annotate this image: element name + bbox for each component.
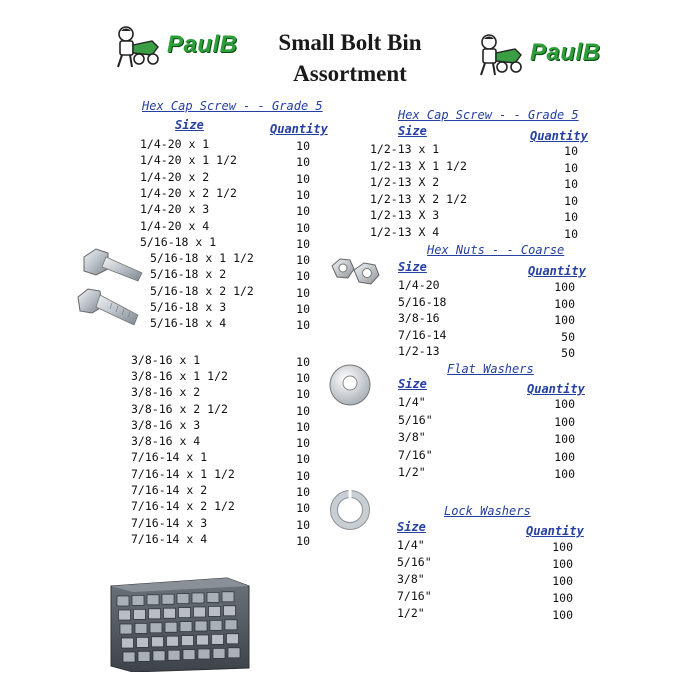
cabinet-drawer bbox=[227, 634, 239, 644]
quantity-cell: 10 bbox=[296, 285, 310, 300]
quantity-cell: 10 bbox=[564, 193, 578, 208]
cabinet-drawer bbox=[138, 651, 150, 661]
quantity-cell: 10 bbox=[296, 354, 310, 369]
section-title-hex-nuts: Hex Nuts - - Coarse bbox=[427, 243, 565, 257]
size-cell: 1/2-13 X 2 1/2 bbox=[370, 191, 467, 206]
section-title-lock-washers: Lock Washers bbox=[444, 504, 531, 518]
size-cell: 5/16-18 x 3 bbox=[150, 300, 227, 314]
quantity-cell: 100 bbox=[552, 608, 573, 622]
quantity-cell: 10 bbox=[296, 155, 310, 170]
size-cell: 1/4" bbox=[398, 395, 426, 409]
cabinet-drawer bbox=[228, 648, 240, 658]
cabinet-drawer bbox=[150, 623, 162, 633]
cabinet-drawer bbox=[152, 637, 164, 647]
hex-bolt-icon bbox=[72, 245, 152, 335]
cabinet-drawer bbox=[212, 634, 224, 644]
quantity-cell: 10 bbox=[564, 210, 578, 224]
quantity-cell: 50 bbox=[561, 329, 575, 344]
cabinet-drawer bbox=[167, 636, 179, 646]
quantity-cell: 10 bbox=[296, 204, 310, 219]
cabinet-drawer bbox=[120, 624, 132, 634]
mascot-logo-icon bbox=[112, 25, 164, 69]
quantity-cell: 10 bbox=[564, 226, 578, 241]
quantity-cell: 10 bbox=[296, 253, 310, 268]
cabinet-drawer bbox=[197, 635, 209, 645]
quantity-cell: 10 bbox=[296, 468, 310, 483]
size-column-header: Size bbox=[398, 377, 427, 391]
size-cell: 7/16-14 x 3 bbox=[131, 515, 208, 530]
quantity-cell: 100 bbox=[554, 414, 575, 429]
cabinet-drawer bbox=[153, 651, 165, 661]
size-cell: 3/8-16 bbox=[398, 311, 440, 325]
size-cell: 3/8-16 x 3 bbox=[131, 417, 201, 432]
cabinet-drawer bbox=[119, 610, 131, 620]
section-title-hex-cap-left: Hex Cap Screw - - Grade 5 bbox=[142, 99, 323, 113]
size-column-header: Size bbox=[397, 520, 426, 534]
cabinet-drawer bbox=[195, 621, 207, 631]
size-cell: 7/16-14 x 2 bbox=[131, 483, 208, 497]
quantity-cell: 100 bbox=[552, 574, 573, 588]
cabinet-drawer bbox=[168, 650, 180, 660]
size-cell: 1/4-20 x 1 bbox=[140, 137, 210, 151]
cabinet-drawer bbox=[180, 622, 192, 632]
cabinet-drawer bbox=[207, 592, 219, 602]
size-cell: 1/4-20 x 4 bbox=[140, 218, 210, 233]
size-cell: 5/16-18 x 1 1/2 bbox=[150, 251, 254, 266]
quantity-cell: 50 bbox=[561, 346, 575, 360]
quantity-cell: 10 bbox=[296, 485, 310, 499]
size-cell: 5/16" bbox=[397, 555, 432, 569]
size-cell: 5/16-18 x 1 bbox=[140, 234, 217, 249]
quantity-cell: 10 bbox=[296, 187, 310, 202]
quantity-cell: 100 bbox=[554, 467, 575, 481]
quantity-cell: 10 bbox=[296, 533, 310, 548]
quantity-cell: 10 bbox=[296, 452, 310, 467]
size-cell: 1/2" bbox=[397, 606, 425, 620]
quantity-cell: 100 bbox=[554, 449, 575, 464]
size-cell: 5/16-18 x 2 1/2 bbox=[150, 283, 254, 298]
quantity-cell: 10 bbox=[296, 501, 310, 516]
storage-bin-cabinet-icon bbox=[107, 576, 253, 672]
quantity-column-header: Quantity bbox=[528, 264, 586, 278]
size-cell: 1/4-20 bbox=[398, 278, 440, 292]
size-cell: 1/4" bbox=[397, 538, 425, 552]
size-cell: 1/2-13 x 1 bbox=[370, 142, 440, 156]
cabinet-drawer bbox=[122, 638, 134, 648]
quantity-cell: 10 bbox=[564, 177, 578, 191]
quantity-column-header: Quantity bbox=[526, 524, 584, 538]
mascot-logo-icon bbox=[475, 33, 527, 77]
size-cell: 7/16" bbox=[397, 589, 432, 603]
cabinet-drawer bbox=[209, 606, 221, 616]
cabinet-drawer bbox=[192, 593, 204, 603]
size-cell: 5/16-18 x 4 bbox=[150, 316, 227, 331]
size-cell: 1/2-13 X 4 bbox=[370, 224, 440, 239]
section-title-hex-cap-right: Hex Cap Screw - - Grade 5 bbox=[398, 108, 579, 122]
quantity-cell: 100 bbox=[554, 280, 575, 294]
quantity-cell: 100 bbox=[554, 296, 575, 311]
cabinet-drawer bbox=[213, 648, 225, 658]
cabinet-drawer bbox=[137, 637, 149, 647]
quantity-cell: 100 bbox=[554, 313, 575, 327]
logo-text: PaulB bbox=[530, 39, 601, 66]
size-cell: 3/8-16 x 1 1/2 bbox=[131, 368, 228, 383]
size-cell: 1/2-13 bbox=[398, 344, 440, 358]
quantity-cell: 10 bbox=[296, 302, 310, 316]
size-column-header: Size bbox=[175, 118, 204, 132]
quantity-cell: 10 bbox=[296, 220, 310, 235]
quantity-cell: 10 bbox=[296, 517, 310, 532]
size-cell: 1/2" bbox=[398, 465, 426, 479]
size-cell: 3/8-16 x 1 bbox=[131, 352, 201, 367]
cabinet-drawer bbox=[164, 608, 176, 618]
cabinet-drawer bbox=[149, 609, 161, 619]
cabinet-drawer bbox=[123, 652, 135, 662]
cabinet-drawer bbox=[162, 594, 174, 604]
size-cell: 7/16-14 x 4 bbox=[131, 531, 208, 546]
size-cell: 3/8" bbox=[397, 572, 425, 586]
size-cell: 7/16" bbox=[398, 447, 433, 462]
page-title-line1: Small Bolt Bin bbox=[278, 30, 422, 55]
cabinet-drawer bbox=[117, 596, 129, 606]
size-column-header: Size bbox=[398, 260, 427, 274]
size-cell: 1/4-20 x 2 bbox=[140, 169, 210, 184]
quantity-cell: 10 bbox=[296, 370, 310, 385]
quantity-column-header: Quantity bbox=[527, 382, 585, 396]
cabinet-drawer bbox=[194, 607, 206, 617]
cabinet-drawer bbox=[179, 608, 191, 618]
cabinet-drawer bbox=[225, 620, 237, 630]
page-title-line2: Assortment bbox=[293, 61, 407, 86]
quantity-cell: 100 bbox=[552, 540, 573, 554]
cabinet-drawer bbox=[134, 609, 146, 619]
cabinet-drawer bbox=[135, 623, 147, 633]
size-cell: 3/8-16 x 2 bbox=[131, 385, 201, 400]
quantity-cell: 10 bbox=[564, 144, 578, 158]
logo-text: PaulB bbox=[167, 31, 238, 58]
size-cell: 1/2-13 X 2 bbox=[370, 175, 440, 189]
cabinet-drawer bbox=[224, 606, 236, 616]
cabinet-drawer bbox=[132, 595, 144, 605]
quantity-cell: 100 bbox=[554, 397, 575, 411]
quantity-cell: 100 bbox=[554, 432, 575, 446]
size-column-header: Size bbox=[398, 124, 427, 138]
quantity-column-header: Quantity bbox=[530, 129, 588, 143]
size-cell: 1/2-13 X 1 1/2 bbox=[370, 158, 467, 173]
size-cell: 7/16-14 x 1 bbox=[131, 450, 208, 465]
size-cell: 5/16-18 bbox=[398, 294, 447, 309]
size-cell: 7/16-14 x 2 1/2 bbox=[131, 499, 235, 514]
size-cell: 7/16-14 x 1 1/2 bbox=[131, 466, 235, 481]
size-cell: 3/8-16 x 4 bbox=[131, 434, 201, 449]
quantity-cell: 10 bbox=[296, 139, 310, 153]
size-cell: 1/4-20 x 3 bbox=[140, 202, 210, 217]
size-cell: 1/4-20 x 2 1/2 bbox=[140, 185, 237, 200]
cabinet-drawer bbox=[210, 620, 222, 630]
quantity-cell: 10 bbox=[296, 419, 310, 434]
size-cell: 1/4-20 x 1 1/2 bbox=[140, 153, 237, 168]
quantity-cell: 10 bbox=[296, 436, 310, 451]
flat-washer-icon bbox=[327, 362, 373, 408]
size-cell: 3/8" bbox=[398, 430, 426, 444]
quantity-cell: 10 bbox=[564, 160, 578, 175]
section-title-flat-washers: Flat Washers bbox=[447, 362, 534, 376]
cabinet-drawer bbox=[222, 592, 234, 602]
quantity-cell: 10 bbox=[296, 403, 310, 418]
quantity-cell: 10 bbox=[296, 387, 310, 402]
quantity-cell: 100 bbox=[552, 557, 573, 571]
lock-washer-icon bbox=[328, 488, 372, 532]
cabinet-drawer bbox=[165, 622, 177, 632]
cabinet-drawer bbox=[177, 594, 189, 604]
size-cell: 3/8-16 x 2 1/2 bbox=[131, 401, 228, 416]
quantity-cell: 10 bbox=[296, 236, 310, 251]
hex-nut-icon bbox=[328, 256, 382, 292]
cabinet-drawer bbox=[182, 636, 194, 646]
size-cell: 1/2-13 X 3 bbox=[370, 208, 440, 222]
cabinet-drawer bbox=[198, 649, 210, 659]
quantity-column-header: Quantity bbox=[270, 122, 328, 136]
quantity-cell: 10 bbox=[296, 318, 310, 333]
size-cell: 7/16-14 bbox=[398, 327, 447, 342]
size-cell: 5/16" bbox=[398, 412, 433, 427]
cabinet-drawer bbox=[147, 595, 159, 605]
quantity-cell: 10 bbox=[296, 171, 310, 186]
paulb-logo-right bbox=[475, 33, 645, 77]
size-cell: 5/16-18 x 2 bbox=[150, 267, 227, 282]
quantity-cell: 100 bbox=[552, 591, 573, 605]
quantity-cell: 10 bbox=[296, 269, 310, 284]
cabinet-drawer bbox=[183, 650, 195, 660]
